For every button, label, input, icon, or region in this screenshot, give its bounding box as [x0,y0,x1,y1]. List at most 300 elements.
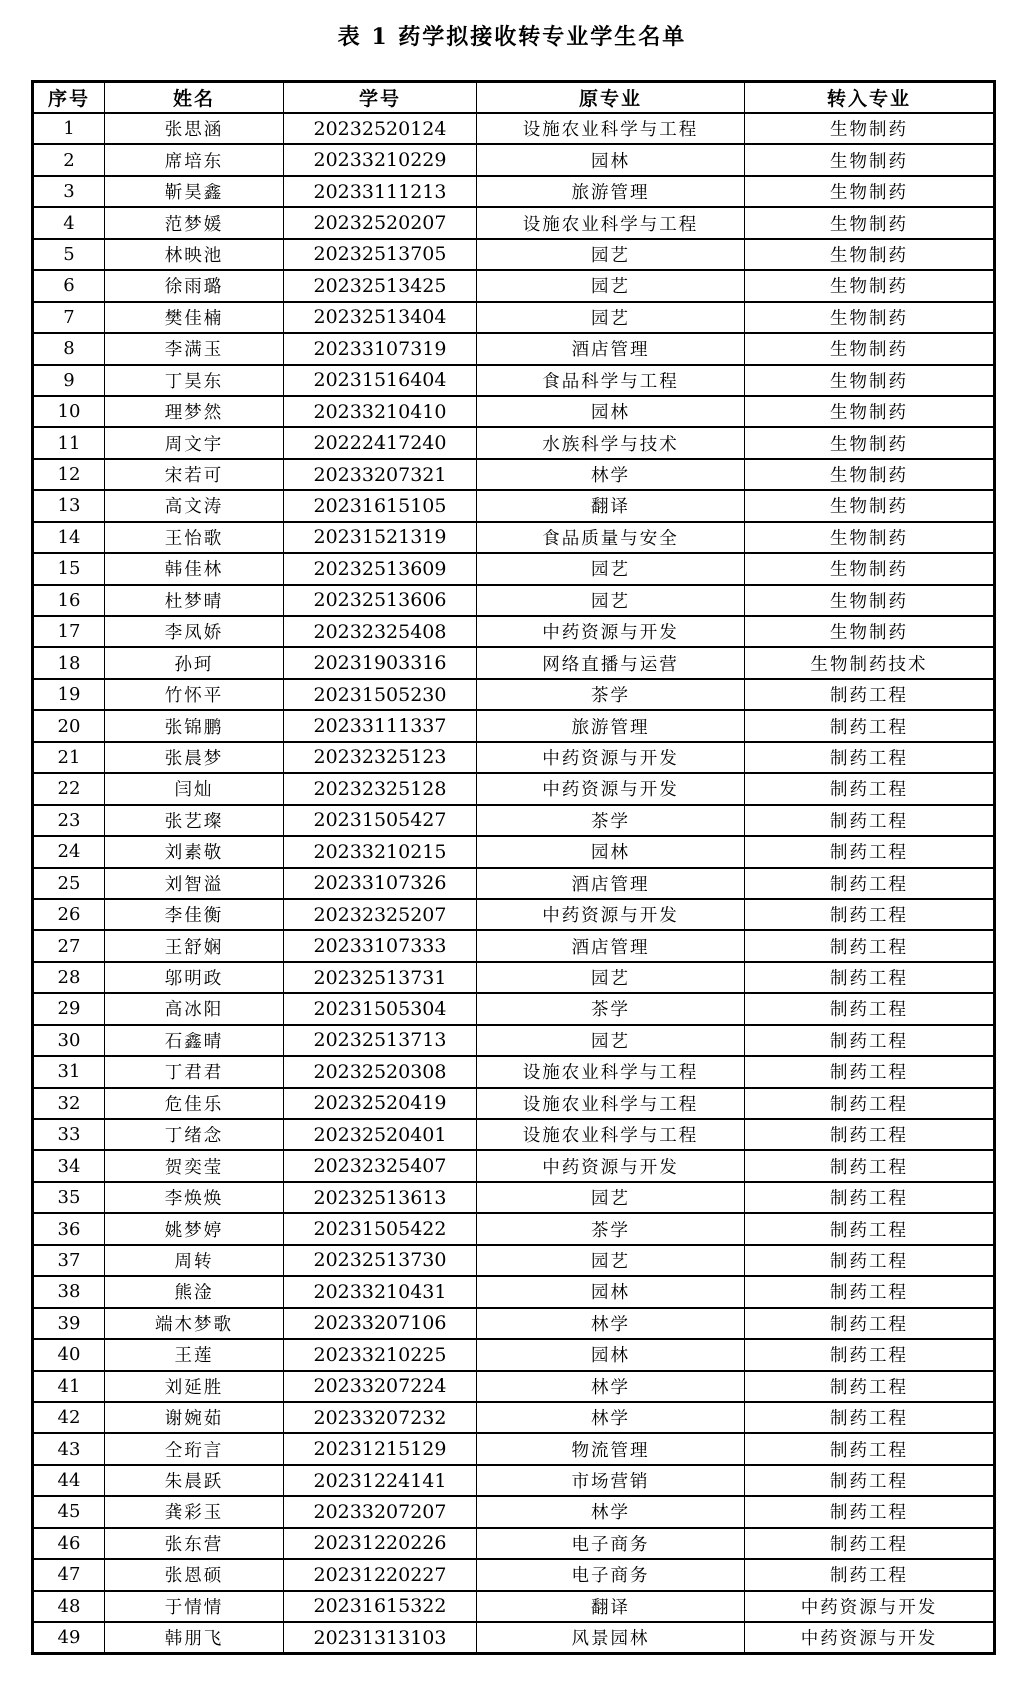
cell-student-id: 20233207106 [284,1308,477,1339]
table-row [33,805,995,836]
cell-name: 李佳衡 [105,899,284,930]
cell-target-major: 制药工程 [745,1056,995,1087]
cell-student-id: 20222417240 [284,427,477,458]
cell-student-id: 20233107326 [284,868,477,899]
cell-target-major: 制药工程 [745,1182,995,1213]
cell-original-major: 电子商务 [477,1559,745,1590]
cell-original-major: 设施农业科学与工程 [477,113,745,144]
cell-index: 38 [33,1276,105,1307]
cell-index: 18 [33,647,105,678]
cell-name: 张思涵 [105,113,284,144]
cell-original-major: 林学 [477,1496,745,1527]
cell-student-id: 20232513404 [284,302,477,333]
cell-index: 42 [33,1402,105,1433]
cell-original-major: 中药资源与开发 [477,773,745,804]
cell-target-major: 制药工程 [745,836,995,867]
cell-target-major: 制药工程 [745,1339,995,1370]
cell-original-major: 林学 [477,1402,745,1433]
table-body [33,113,995,1654]
cell-target-major: 生物制药 [745,585,995,616]
cell-target-major: 制药工程 [745,1308,995,1339]
cell-name: 周文宇 [105,427,284,458]
table-row [33,365,995,396]
table-row [33,1465,995,1496]
table-row [33,1622,995,1654]
cell-name: 王莲 [105,1339,284,1370]
cell-target-major: 制药工程 [745,868,995,899]
cell-original-major: 园艺 [477,239,745,270]
cell-target-major: 制药工程 [745,710,995,741]
cell-index: 39 [33,1308,105,1339]
table-row [33,742,995,773]
cell-target-major: 制药工程 [745,773,995,804]
cell-original-major: 中药资源与开发 [477,899,745,930]
cell-index: 3 [33,176,105,207]
cell-student-id: 20231615105 [284,490,477,521]
cell-name: 邬明政 [105,962,284,993]
cell-original-major: 旅游管理 [477,710,745,741]
cell-student-id: 20232513705 [284,239,477,270]
cell-student-id: 20232513613 [284,1182,477,1213]
cell-name: 徐雨璐 [105,270,284,301]
cell-name: 李凤娇 [105,616,284,647]
cell-student-id: 20231313103 [284,1622,477,1654]
cell-name: 韩佳林 [105,553,284,584]
cell-student-id: 20233111213 [284,176,477,207]
cell-student-id: 20232520207 [284,207,477,238]
cell-student-id: 20231521319 [284,522,477,553]
cell-original-major: 茶学 [477,679,745,710]
cell-target-major: 制药工程 [745,1496,995,1527]
cell-name: 丁昊东 [105,365,284,396]
cell-index: 4 [33,207,105,238]
cell-index: 21 [33,742,105,773]
table-row [33,962,995,993]
cell-target-major: 制药工程 [745,1433,995,1464]
cell-target-major: 制药工程 [745,1528,995,1559]
cell-index: 41 [33,1371,105,1402]
cell-name: 范梦媛 [105,207,284,238]
table-row [33,522,995,553]
table-row [33,1025,995,1056]
cell-original-major: 茶学 [477,993,745,1024]
table-row [33,1276,995,1307]
cell-target-major: 制药工程 [745,1119,995,1150]
table-row [33,490,995,521]
cell-target-major: 制药工程 [745,742,995,773]
table-row [33,207,995,238]
cell-student-id: 20232513425 [284,270,477,301]
cell-original-major: 食品质量与安全 [477,522,745,553]
cell-original-major: 园林 [477,1276,745,1307]
cell-name: 张恩硕 [105,1559,284,1590]
cell-original-major: 中药资源与开发 [477,742,745,773]
cell-target-major: 制药工程 [745,679,995,710]
cell-name: 张锦鹏 [105,710,284,741]
cell-target-major: 生物制药 [745,459,995,490]
cell-index: 49 [33,1622,105,1654]
cell-student-id: 20231220226 [284,1528,477,1559]
cell-target-major: 生物制药 [745,427,995,458]
cell-student-id: 20231516404 [284,365,477,396]
cell-original-major: 翻译 [477,1591,745,1622]
cell-name: 姚梦婷 [105,1213,284,1244]
cell-original-major: 网络直播与运营 [477,647,745,678]
cell-target-major: 生物制药 [745,490,995,521]
table-row [33,1528,995,1559]
cell-original-major: 中药资源与开发 [477,616,745,647]
cell-target-major: 制药工程 [745,993,995,1024]
table-row [33,1308,995,1339]
cell-index: 17 [33,616,105,647]
cell-name: 丁绪念 [105,1119,284,1150]
cell-name: 王舒娴 [105,930,284,961]
cell-index: 11 [33,427,105,458]
cell-index: 8 [33,333,105,364]
cell-student-id: 20232325128 [284,773,477,804]
cell-original-major: 林学 [477,1371,745,1402]
cell-student-id: 20231615322 [284,1591,477,1622]
cell-name: 王怡歌 [105,522,284,553]
cell-student-id: 20233210410 [284,396,477,427]
table-row [33,427,995,458]
cell-name: 席培东 [105,144,284,175]
cell-original-major: 园艺 [477,270,745,301]
header-original-major: 原专业 [477,82,745,114]
cell-original-major: 设施农业科学与工程 [477,1088,745,1119]
cell-target-major: 制药工程 [745,1245,995,1276]
cell-target-major: 制药工程 [745,1150,995,1181]
cell-name: 仝珩言 [105,1433,284,1464]
table-row [33,302,995,333]
cell-name: 樊佳楠 [105,302,284,333]
table-row [33,396,995,427]
cell-name: 刘素敬 [105,836,284,867]
cell-index: 13 [33,490,105,521]
cell-student-id: 20232513609 [284,553,477,584]
table-row [33,868,995,899]
cell-student-id: 20232325207 [284,899,477,930]
table-row [33,679,995,710]
cell-index: 6 [33,270,105,301]
cell-target-major: 制药工程 [745,962,995,993]
cell-name: 丁君君 [105,1056,284,1087]
header-target-major: 转入专业 [745,82,995,114]
cell-student-id: 20233111337 [284,710,477,741]
cell-index: 44 [33,1465,105,1496]
cell-index: 25 [33,868,105,899]
cell-original-major: 园林 [477,396,745,427]
cell-original-major: 酒店管理 [477,868,745,899]
cell-index: 22 [33,773,105,804]
cell-index: 31 [33,1056,105,1087]
cell-index: 16 [33,585,105,616]
cell-name: 闫灿 [105,773,284,804]
cell-target-major: 生物制药技术 [745,647,995,678]
cell-name: 危佳乐 [105,1088,284,1119]
cell-original-major: 茶学 [477,805,745,836]
cell-student-id: 20232520308 [284,1056,477,1087]
cell-index: 14 [33,522,105,553]
cell-original-major: 林学 [477,459,745,490]
cell-index: 48 [33,1591,105,1622]
cell-student-id: 20231505230 [284,679,477,710]
cell-student-id: 20232513730 [284,1245,477,1276]
table-row [33,1150,995,1181]
cell-name: 张晨梦 [105,742,284,773]
cell-index: 26 [33,899,105,930]
cell-target-major: 生物制药 [745,270,995,301]
cell-target-major: 制药工程 [745,1088,995,1119]
cell-index: 20 [33,710,105,741]
table-row [33,270,995,301]
cell-target-major: 中药资源与开发 [745,1622,995,1654]
table-row [33,176,995,207]
cell-original-major: 园艺 [477,553,745,584]
cell-original-major: 设施农业科学与工程 [477,1056,745,1087]
cell-index: 32 [33,1088,105,1119]
cell-index: 28 [33,962,105,993]
cell-student-id: 20232513606 [284,585,477,616]
cell-name: 高文涛 [105,490,284,521]
table-row [33,647,995,678]
cell-name: 刘智溢 [105,868,284,899]
cell-index: 24 [33,836,105,867]
cell-name: 林映池 [105,239,284,270]
cell-target-major: 制药工程 [745,1559,995,1590]
cell-target-major: 制药工程 [745,1213,995,1244]
cell-index: 36 [33,1213,105,1244]
cell-name: 石鑫晴 [105,1025,284,1056]
cell-target-major: 生物制药 [745,176,995,207]
cell-index: 23 [33,805,105,836]
table-row [33,993,995,1024]
cell-student-id: 20232513731 [284,962,477,993]
student-roster-table [31,80,996,1655]
cell-index: 9 [33,365,105,396]
cell-target-major: 制药工程 [745,899,995,930]
cell-name: 张艺璨 [105,805,284,836]
cell-target-major: 制药工程 [745,1276,995,1307]
cell-index: 43 [33,1433,105,1464]
cell-index: 27 [33,930,105,961]
cell-original-major: 中药资源与开发 [477,1150,745,1181]
cell-student-id: 20231220227 [284,1559,477,1590]
cell-index: 12 [33,459,105,490]
cell-student-id: 20233207207 [284,1496,477,1527]
cell-index: 46 [33,1528,105,1559]
table-row [33,1213,995,1244]
cell-index: 33 [33,1119,105,1150]
cell-original-major: 风景园林 [477,1622,745,1654]
table-row [33,930,995,961]
cell-original-major: 园艺 [477,1245,745,1276]
cell-index: 5 [33,239,105,270]
cell-target-major: 制药工程 [745,1465,995,1496]
cell-name: 周转 [105,1245,284,1276]
cell-index: 35 [33,1182,105,1213]
table-row [33,1056,995,1087]
header-index: 序号 [33,82,105,114]
cell-name: 宋若可 [105,459,284,490]
cell-original-major: 园林 [477,1339,745,1370]
table-row [33,899,995,930]
table-row [33,836,995,867]
cell-index: 15 [33,553,105,584]
table-row [33,1119,995,1150]
cell-original-major: 园艺 [477,585,745,616]
table-row [33,1496,995,1527]
table-row [33,585,995,616]
cell-index: 1 [33,113,105,144]
table-row [33,710,995,741]
cell-original-major: 物流管理 [477,1433,745,1464]
cell-index: 19 [33,679,105,710]
cell-original-major: 市场营销 [477,1465,745,1496]
cell-name: 刘延胜 [105,1371,284,1402]
cell-original-major: 园艺 [477,1182,745,1213]
cell-original-major: 园艺 [477,1025,745,1056]
cell-student-id: 20233210229 [284,144,477,175]
cell-index: 47 [33,1559,105,1590]
cell-original-major: 水族科学与技术 [477,427,745,458]
cell-student-id: 20231505304 [284,993,477,1024]
cell-original-major: 园艺 [477,962,745,993]
cell-target-major: 生物制药 [745,396,995,427]
cell-original-major: 食品科学与工程 [477,365,745,396]
cell-student-id: 20232520124 [284,113,477,144]
header-name: 姓名 [105,82,284,114]
cell-student-id: 20232325123 [284,742,477,773]
table-row [33,1182,995,1213]
cell-index: 37 [33,1245,105,1276]
cell-name: 韩朋飞 [105,1622,284,1654]
table-row [33,1402,995,1433]
table-row [33,1339,995,1370]
cell-index: 34 [33,1150,105,1181]
cell-target-major: 制药工程 [745,805,995,836]
table-row [33,113,995,144]
cell-name: 谢婉茹 [105,1402,284,1433]
cell-student-id: 20232520419 [284,1088,477,1119]
cell-student-id: 20231215129 [284,1433,477,1464]
cell-name: 李焕焕 [105,1182,284,1213]
cell-original-major: 园艺 [477,302,745,333]
table-row [33,1559,995,1590]
cell-original-major: 翻译 [477,490,745,521]
cell-student-id: 20232513713 [284,1025,477,1056]
cell-name: 竹怀平 [105,679,284,710]
cell-index: 2 [33,144,105,175]
cell-name: 杜梦晴 [105,585,284,616]
cell-original-major: 茶学 [477,1213,745,1244]
cell-student-id: 20231505427 [284,805,477,836]
cell-target-major: 生物制药 [745,365,995,396]
table-row [33,1088,995,1119]
cell-name: 张东营 [105,1528,284,1559]
cell-student-id: 20233210431 [284,1276,477,1307]
cell-original-major: 园林 [477,144,745,175]
cell-target-major: 中药资源与开发 [745,1591,995,1622]
cell-index: 40 [33,1339,105,1370]
table-header-row [33,82,995,114]
cell-name: 朱晨跃 [105,1465,284,1496]
table-row [33,239,995,270]
cell-student-id: 20233210215 [284,836,477,867]
cell-target-major: 生物制药 [745,207,995,238]
cell-original-major: 设施农业科学与工程 [477,1119,745,1150]
cell-student-id: 20232520401 [284,1119,477,1150]
cell-student-id: 20232325407 [284,1150,477,1181]
table-row [33,144,995,175]
cell-name: 于情情 [105,1591,284,1622]
cell-student-id: 20233207321 [284,459,477,490]
cell-original-major: 酒店管理 [477,333,745,364]
cell-name: 端木梦歌 [105,1308,284,1339]
cell-name: 理梦然 [105,396,284,427]
cell-original-major: 设施农业科学与工程 [477,207,745,238]
cell-name: 贺奕莹 [105,1150,284,1181]
cell-target-major: 生物制药 [745,522,995,553]
cell-student-id: 20233107319 [284,333,477,364]
cell-student-id: 20232325408 [284,616,477,647]
table-row [33,1433,995,1464]
cell-student-id: 20233210225 [284,1339,477,1370]
cell-target-major: 制药工程 [745,1371,995,1402]
table-title: 表 1 药学拟接收转专业学生名单 [337,24,687,50]
cell-name: 靳昊鑫 [105,176,284,207]
cell-target-major: 生物制药 [745,239,995,270]
cell-target-major: 生物制药 [745,113,995,144]
cell-index: 30 [33,1025,105,1056]
cell-name: 龚彩玉 [105,1496,284,1527]
cell-student-id: 20233207232 [284,1402,477,1433]
cell-index: 7 [33,302,105,333]
cell-index: 10 [33,396,105,427]
cell-student-id: 20233107333 [284,930,477,961]
cell-original-major: 电子商务 [477,1528,745,1559]
cell-student-id: 20231903316 [284,647,477,678]
table-row [33,1591,995,1622]
table-row [33,1245,995,1276]
header-student-id: 学号 [284,82,477,114]
cell-name: 熊淦 [105,1276,284,1307]
cell-index: 45 [33,1496,105,1527]
cell-original-major: 酒店管理 [477,930,745,961]
cell-name: 孙珂 [105,647,284,678]
cell-target-major: 生物制药 [745,553,995,584]
table-row [33,553,995,584]
table-row [33,333,995,364]
cell-target-major: 生物制药 [745,144,995,175]
cell-target-major: 制药工程 [745,930,995,961]
table-row [33,773,995,804]
cell-original-major: 园林 [477,836,745,867]
cell-original-major: 林学 [477,1308,745,1339]
cell-index: 29 [33,993,105,1024]
table-row [33,459,995,490]
cell-student-id: 20233207224 [284,1371,477,1402]
cell-target-major: 生物制药 [745,616,995,647]
cell-target-major: 生物制药 [745,333,995,364]
cell-target-major: 制药工程 [745,1402,995,1433]
cell-target-major: 制药工程 [745,1025,995,1056]
table-row [33,616,995,647]
cell-original-major: 旅游管理 [477,176,745,207]
cell-name: 高冰阳 [105,993,284,1024]
cell-name: 李满玉 [105,333,284,364]
cell-student-id: 20231224141 [284,1465,477,1496]
